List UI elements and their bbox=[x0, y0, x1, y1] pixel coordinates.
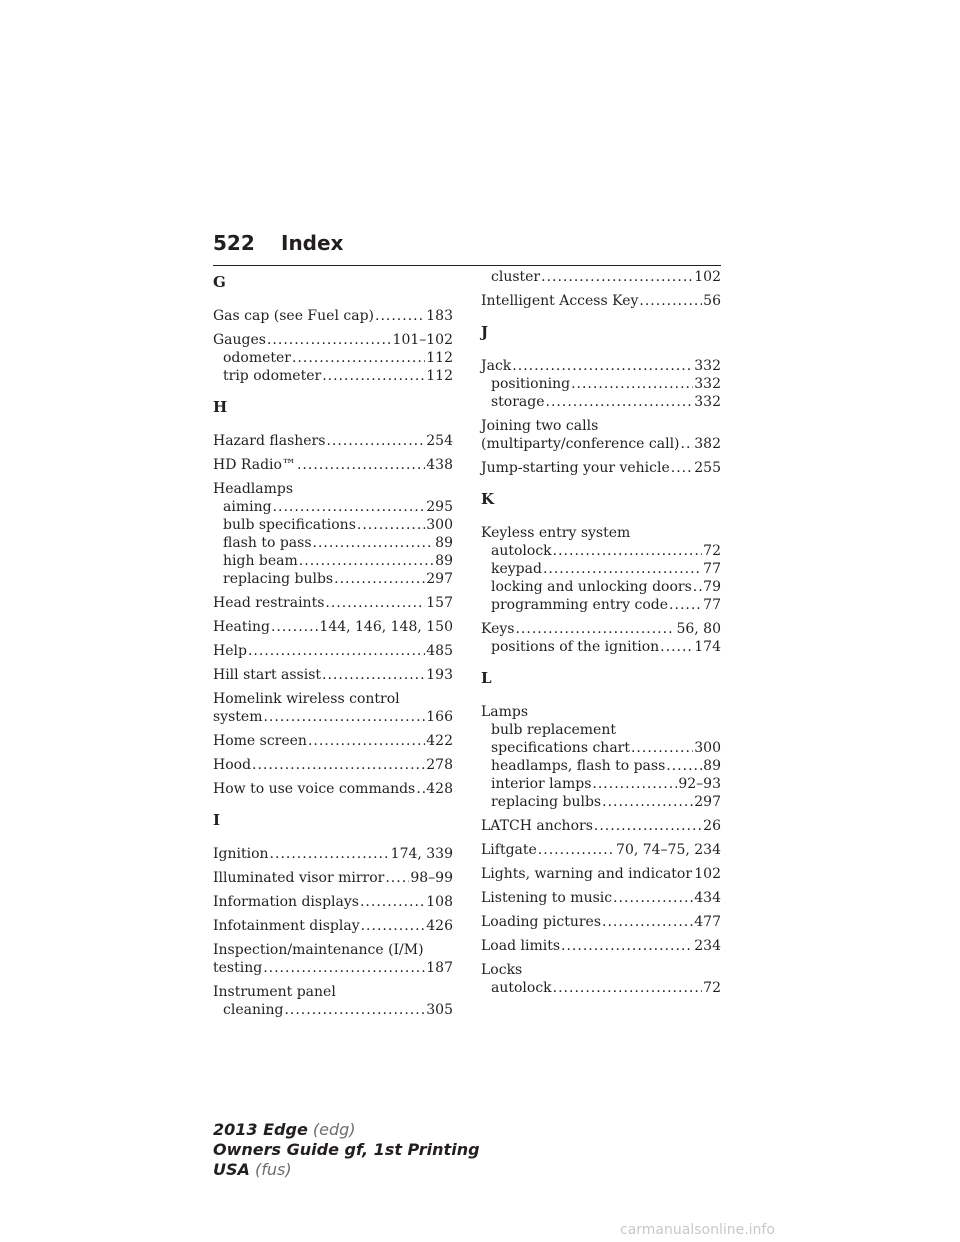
index-page-ref: 98–99 bbox=[410, 870, 453, 886]
index-page-ref: 438 bbox=[426, 457, 453, 473]
index-entry bbox=[481, 913, 721, 931]
index-subentry bbox=[481, 979, 721, 997]
index-entry-row bbox=[481, 459, 721, 477]
index-page-ref: 254 bbox=[426, 433, 453, 449]
index-term: flash to pass bbox=[223, 535, 312, 551]
index-entry-row bbox=[213, 331, 453, 349]
index-page-ref: 255 bbox=[694, 460, 721, 476]
index-term: Keys bbox=[481, 621, 515, 637]
index-page-ref: 144, 146, 148, 150 bbox=[319, 619, 453, 635]
footer-market: USA bbox=[213, 1160, 250, 1179]
dot-leader bbox=[631, 739, 693, 757]
index-entry-row bbox=[213, 845, 453, 863]
watermark: carmanualsonline.info bbox=[620, 1222, 775, 1238]
index-subentry bbox=[481, 721, 721, 739]
dot-leader bbox=[297, 456, 425, 474]
index-entry bbox=[213, 941, 453, 977]
index-entry bbox=[481, 292, 721, 310]
index-entry-row bbox=[213, 983, 453, 1001]
index-term: autolock bbox=[491, 980, 552, 996]
index-entry bbox=[213, 845, 453, 863]
index-term: high beam bbox=[223, 553, 298, 569]
index-subentry bbox=[213, 516, 453, 534]
index-page-ref: 89 bbox=[435, 535, 453, 551]
footer-edition: Owners Guide gf, 1st Printing bbox=[213, 1140, 480, 1159]
index-subentry bbox=[481, 638, 721, 656]
index-term: locking and unlocking doors bbox=[491, 579, 692, 595]
index-entry-row bbox=[481, 620, 721, 638]
index-letter-heading: I bbox=[213, 811, 221, 829]
index-page-ref: 300 bbox=[694, 740, 721, 756]
index-subentry bbox=[213, 570, 453, 588]
dot-leader bbox=[681, 435, 694, 453]
index-page-ref: 434 bbox=[694, 890, 721, 906]
index-page-ref: 112 bbox=[426, 368, 453, 384]
index-page-ref: 102 bbox=[694, 269, 721, 285]
index-entry bbox=[481, 459, 721, 477]
index-page-ref: 332 bbox=[694, 358, 721, 374]
dot-leader bbox=[313, 534, 435, 552]
index-page-ref: 174 bbox=[694, 639, 721, 655]
index-page-ref: 77 bbox=[703, 597, 721, 613]
index-term: Help bbox=[213, 643, 247, 659]
index-entry bbox=[481, 865, 721, 883]
index-entry bbox=[481, 937, 721, 955]
index-page-ref: 89 bbox=[435, 553, 453, 569]
index-entry-row bbox=[213, 642, 453, 660]
index-page-ref: 174, 339 bbox=[390, 846, 453, 862]
index-entry-row bbox=[213, 480, 453, 498]
index-page-ref: 297 bbox=[694, 794, 721, 810]
dot-leader bbox=[515, 620, 675, 638]
index-column-left bbox=[213, 268, 453, 1025]
index-term: Ignition bbox=[213, 846, 269, 862]
index-term: storage bbox=[491, 394, 545, 410]
index-page-ref: 485 bbox=[426, 643, 453, 659]
index-entry bbox=[213, 893, 453, 911]
index-page-ref: 92–93 bbox=[678, 776, 721, 792]
index-page-ref: 187 bbox=[426, 960, 453, 976]
index-entry bbox=[481, 817, 721, 835]
index-term: (multiparty/conference call) bbox=[481, 436, 680, 452]
index-entry bbox=[213, 618, 453, 636]
dot-leader bbox=[553, 542, 703, 560]
index-term: Head restraints bbox=[213, 595, 325, 611]
dot-leader bbox=[360, 893, 425, 911]
index-entry-row bbox=[481, 889, 721, 907]
dot-leader bbox=[660, 638, 693, 656]
index-term: Liftgate bbox=[481, 842, 537, 858]
index-term: specifications chart bbox=[491, 740, 630, 756]
dot-leader bbox=[594, 817, 702, 835]
index-entry-row bbox=[213, 893, 453, 911]
dot-leader bbox=[693, 578, 702, 596]
dot-leader bbox=[263, 959, 425, 977]
index-entry bbox=[481, 417, 721, 453]
dot-leader bbox=[561, 937, 693, 955]
index-subentry bbox=[481, 739, 721, 757]
dot-leader bbox=[252, 756, 425, 774]
dot-leader bbox=[602, 913, 693, 931]
index-letter-heading: L bbox=[481, 669, 492, 687]
index-page-ref: 426 bbox=[426, 918, 453, 934]
index-entry bbox=[213, 642, 453, 660]
index-entry bbox=[481, 268, 721, 286]
dot-leader bbox=[666, 757, 702, 775]
index-subentry bbox=[213, 1001, 453, 1019]
index-page-ref: 79 bbox=[703, 579, 721, 595]
index-subentry bbox=[481, 268, 721, 286]
index-term: replacing bulbs bbox=[223, 571, 334, 587]
index-letter-heading: G bbox=[213, 273, 226, 291]
index-entry-row bbox=[213, 732, 453, 750]
index-page-ref: 112 bbox=[426, 350, 453, 366]
index-subentry bbox=[481, 793, 721, 811]
index-term: Hazard flashers bbox=[213, 433, 326, 449]
index-term: replacing bulbs bbox=[491, 794, 602, 810]
index-page-ref: 300 bbox=[426, 517, 453, 533]
index-term: Information displays bbox=[213, 894, 359, 910]
index-page-ref: 382 bbox=[694, 436, 721, 452]
index-subentry bbox=[481, 775, 721, 793]
dot-leader bbox=[571, 375, 693, 393]
index-term: Intelligent Access Key bbox=[481, 293, 639, 309]
dot-leader bbox=[546, 393, 694, 411]
index-term: LATCH anchors bbox=[481, 818, 593, 834]
index-term: autolock bbox=[491, 543, 552, 559]
index-entry bbox=[213, 690, 453, 726]
index-entry bbox=[213, 732, 453, 750]
index-term: Loading pictures bbox=[481, 914, 602, 930]
index-letter-heading: J bbox=[481, 323, 489, 341]
index-term: Listening to music bbox=[481, 890, 613, 906]
index-term: Keyless entry system bbox=[481, 525, 631, 541]
index-entry-row bbox=[213, 690, 453, 708]
index-entry bbox=[481, 703, 721, 811]
index-subentry bbox=[213, 349, 453, 367]
index-term: Hood bbox=[213, 757, 252, 773]
index-term: cleaning bbox=[223, 1002, 284, 1018]
index-term: Illuminated visor mirror bbox=[213, 870, 385, 886]
index-term: Headlamps bbox=[213, 481, 294, 497]
dot-leader bbox=[357, 516, 425, 534]
index-term: positions of the ignition bbox=[491, 639, 660, 655]
dot-leader bbox=[602, 793, 693, 811]
index-page-ref: 89 bbox=[703, 758, 721, 774]
dot-leader bbox=[541, 268, 693, 286]
index-term: Jump-starting your vehicle bbox=[481, 460, 670, 476]
index-term: cluster bbox=[491, 269, 541, 285]
index-page-ref: 108 bbox=[426, 894, 453, 910]
index-entry bbox=[481, 620, 721, 656]
index-page-ref: 72 bbox=[703, 543, 721, 559]
dot-leader bbox=[308, 732, 425, 750]
dot-leader bbox=[671, 459, 693, 477]
index-letter-heading: H bbox=[213, 398, 228, 416]
index-entry bbox=[213, 331, 453, 385]
index-entry-row bbox=[481, 937, 721, 955]
index-term: odometer bbox=[223, 350, 291, 366]
index-page-ref: 332 bbox=[694, 376, 721, 392]
index-page-ref: 26 bbox=[703, 818, 721, 834]
index-term: Heating bbox=[213, 619, 270, 635]
footer-market-code: (fus) bbox=[255, 1160, 292, 1179]
index-subentry bbox=[213, 498, 453, 516]
dot-leader bbox=[263, 708, 425, 726]
dot-leader bbox=[325, 594, 425, 612]
dot-leader bbox=[284, 1001, 425, 1019]
index-term: Infotainment display bbox=[213, 918, 360, 934]
index-entry-row bbox=[213, 432, 453, 450]
index-entry bbox=[481, 961, 721, 997]
index-page-ref: 234 bbox=[694, 938, 721, 954]
dot-leader bbox=[299, 552, 434, 570]
dot-leader bbox=[669, 596, 702, 614]
index-page-ref: 101–102 bbox=[392, 332, 453, 348]
dot-leader bbox=[385, 869, 409, 887]
index-entry-row bbox=[481, 417, 721, 435]
index-entry-row bbox=[481, 435, 721, 453]
dot-leader bbox=[512, 357, 693, 375]
index-subentry bbox=[213, 367, 453, 385]
index-entry bbox=[213, 756, 453, 774]
index-entry bbox=[213, 869, 453, 887]
index-entry-row bbox=[481, 817, 721, 835]
index-entry-row bbox=[213, 307, 453, 325]
index-subentry bbox=[481, 596, 721, 614]
index-entry-row bbox=[213, 456, 453, 474]
index-term: Home screen bbox=[213, 733, 307, 749]
index-entry-row bbox=[213, 666, 453, 684]
dot-leader bbox=[326, 432, 425, 450]
dot-leader bbox=[543, 560, 702, 578]
dot-leader bbox=[270, 845, 390, 863]
index-page-ref: 422 bbox=[426, 733, 453, 749]
index-term: Gas cap (see Fuel cap) bbox=[213, 308, 374, 324]
index-entry bbox=[481, 889, 721, 907]
index-entry bbox=[213, 594, 453, 612]
index-term: Jack bbox=[481, 358, 512, 374]
index-entry-row bbox=[213, 869, 453, 887]
index-term: Instrument panel bbox=[213, 984, 336, 1000]
index-term: HD Radio™ bbox=[213, 457, 296, 473]
index-page-ref: 166 bbox=[426, 709, 453, 725]
index-page-ref: 70, 74–75, 234 bbox=[616, 842, 721, 858]
index-entry-row bbox=[213, 917, 453, 935]
index-entry-row bbox=[481, 524, 721, 542]
index-term: Inspection/maintenance (I/M) bbox=[213, 942, 424, 958]
index-page-ref: 295 bbox=[426, 499, 453, 515]
dot-leader bbox=[538, 841, 615, 859]
dot-leader bbox=[322, 367, 425, 385]
index-subentry bbox=[481, 542, 721, 560]
index-term: Lights, warning and indicator bbox=[481, 866, 693, 882]
dot-leader bbox=[334, 570, 425, 588]
index-letter-heading: K bbox=[481, 490, 495, 508]
index-entry-row bbox=[481, 865, 721, 883]
index-term: trip odometer bbox=[223, 368, 322, 384]
index-term: headlamps, flash to pass bbox=[491, 758, 666, 774]
index-entry-row bbox=[481, 961, 721, 979]
dot-leader bbox=[273, 498, 426, 516]
index-term: positioning bbox=[491, 376, 571, 392]
index-subentry bbox=[213, 552, 453, 570]
index-term: Joining two calls bbox=[481, 418, 599, 434]
index-subentry bbox=[481, 578, 721, 596]
index-term: Lamps bbox=[481, 704, 529, 720]
index-page-ref: 428 bbox=[426, 781, 453, 797]
index-entry bbox=[481, 357, 721, 411]
index-entry-row bbox=[481, 703, 721, 721]
index-page-ref: 157 bbox=[426, 595, 453, 611]
index-subentry bbox=[213, 534, 453, 552]
dot-leader bbox=[613, 889, 693, 907]
index-page-ref: 56 bbox=[703, 293, 721, 309]
dot-leader bbox=[271, 618, 318, 636]
index-entry-row bbox=[213, 594, 453, 612]
index-term: Gauges bbox=[213, 332, 266, 348]
index-term: aiming bbox=[223, 499, 272, 515]
index-column-right bbox=[481, 268, 721, 1003]
index-subentry bbox=[481, 757, 721, 775]
index-entry-row bbox=[213, 941, 453, 959]
index-page-ref: 102 bbox=[694, 866, 721, 882]
index-entry bbox=[213, 917, 453, 935]
index-entry-row bbox=[481, 357, 721, 375]
index-entry-row bbox=[213, 780, 453, 798]
index-entry-row bbox=[213, 959, 453, 977]
dot-leader bbox=[248, 642, 425, 660]
index-entry bbox=[213, 780, 453, 798]
index-entry bbox=[213, 983, 453, 1019]
index-page-ref: 72 bbox=[703, 980, 721, 996]
index-page-ref: 193 bbox=[426, 667, 453, 683]
index-page-ref: 297 bbox=[426, 571, 453, 587]
index-entry-row bbox=[213, 756, 453, 774]
page-title: Index bbox=[281, 231, 344, 255]
dot-leader bbox=[592, 775, 677, 793]
index-entry bbox=[481, 841, 721, 859]
footer bbox=[213, 1120, 480, 1180]
index-entry-row bbox=[481, 841, 721, 859]
index-term: Load limits bbox=[481, 938, 561, 954]
index-term: programming entry code bbox=[491, 597, 669, 613]
page-number: 522 bbox=[213, 231, 255, 255]
index-entry-row bbox=[213, 708, 453, 726]
index-term: Hill start assist bbox=[213, 667, 322, 683]
index-subentry bbox=[481, 393, 721, 411]
index-term: testing bbox=[213, 960, 263, 976]
index-entry bbox=[213, 480, 453, 588]
index-term: keypad bbox=[491, 561, 542, 577]
index-page-ref: 332 bbox=[694, 394, 721, 410]
index-page-ref: 477 bbox=[694, 914, 721, 930]
index-page-ref: 77 bbox=[703, 561, 721, 577]
index-subentry bbox=[481, 375, 721, 393]
dot-leader bbox=[292, 349, 425, 367]
index-term: Locks bbox=[481, 962, 523, 978]
index-page-ref: 183 bbox=[426, 308, 453, 324]
dot-leader bbox=[553, 979, 703, 997]
dot-leader bbox=[639, 292, 702, 310]
index-entry bbox=[213, 307, 453, 325]
index-term: bulb specifications bbox=[223, 517, 356, 533]
index-term: How to use voice commands bbox=[213, 781, 416, 797]
index-term: bulb replacement bbox=[491, 722, 616, 738]
footer-model: 2013 Edge bbox=[213, 1120, 308, 1139]
index-entry bbox=[481, 524, 721, 614]
index-page-ref: 278 bbox=[426, 757, 453, 773]
dot-leader bbox=[361, 917, 426, 935]
index-page-ref: 56, 80 bbox=[676, 621, 721, 637]
index-subentry bbox=[481, 560, 721, 578]
dot-leader bbox=[416, 780, 425, 798]
index-page-ref: 305 bbox=[426, 1002, 453, 1018]
dot-leader bbox=[267, 331, 392, 349]
footer-model-code: (edg) bbox=[312, 1120, 356, 1139]
dot-leader bbox=[322, 666, 425, 684]
index-term: interior lamps bbox=[491, 776, 592, 792]
index-entry bbox=[213, 432, 453, 450]
index-term: Homelink wireless control bbox=[213, 691, 400, 707]
index-entry bbox=[213, 456, 453, 474]
index-entry bbox=[213, 666, 453, 684]
dot-leader bbox=[375, 307, 425, 325]
index-entry-row bbox=[213, 618, 453, 636]
index-entry-row bbox=[481, 913, 721, 931]
page-header bbox=[213, 231, 721, 266]
index-entry-row bbox=[481, 292, 721, 310]
index-term: system bbox=[213, 709, 263, 725]
